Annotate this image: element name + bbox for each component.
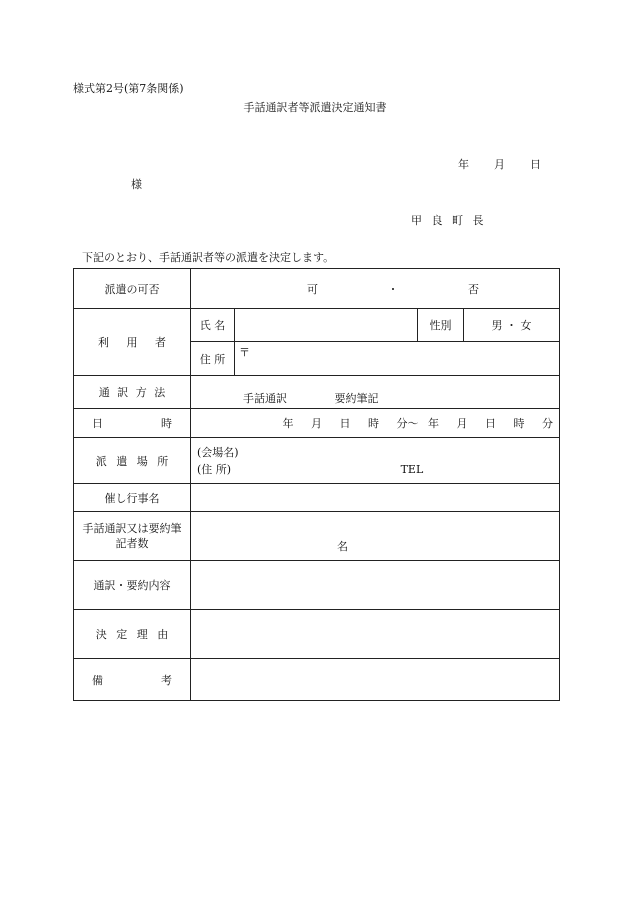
- method-sign-language[interactable]: 手話通訳: [243, 392, 287, 405]
- address-field[interactable]: [235, 342, 560, 376]
- place-row: [74, 438, 560, 484]
- count-field[interactable]: [191, 512, 560, 561]
- event-row: [74, 484, 560, 512]
- event-label: 催し行事名: [74, 484, 191, 512]
- decision-form-table: [73, 268, 560, 701]
- place-tel: TEL: [400, 462, 424, 476]
- approval-row: [74, 269, 560, 309]
- intro-text: 下記のとおり、手話通訳者等の派遣を決定します。: [82, 251, 335, 264]
- document-title: 手話通訳者等派遣決定通知書: [243, 101, 387, 114]
- reason-field[interactable]: [191, 610, 560, 659]
- postal-mark-icon: 〒: [239, 346, 250, 359]
- date-day-label: 日: [530, 158, 541, 171]
- approval-no[interactable]: 否: [468, 282, 479, 296]
- place-venue: (会場名): [197, 445, 239, 459]
- remarks-label-first: 備: [92, 673, 103, 687]
- user-label: 利 用 者: [74, 309, 191, 376]
- content-field[interactable]: [191, 561, 560, 610]
- name-field[interactable]: [235, 309, 418, 342]
- form-number: 様式第2号(第7条関係): [73, 82, 184, 95]
- issuer-name: 甲 良 町 長: [411, 214, 484, 227]
- method-row: [74, 376, 560, 409]
- approval-yes[interactable]: 可: [307, 282, 318, 296]
- remarks-label-second: 考: [161, 673, 172, 687]
- method-summary-writing[interactable]: 要約筆記: [334, 392, 379, 405]
- datetime-start: 年 月 日 時 分〜: [282, 417, 419, 430]
- name-label: 氏 名: [191, 309, 235, 342]
- date-year-label: 年: [458, 158, 469, 171]
- count-row: [74, 512, 560, 561]
- method-label: 通 訳 方 法: [74, 376, 191, 409]
- content-label: 通訳・要約内容: [74, 561, 191, 610]
- datetime-label-time: 時: [161, 417, 172, 430]
- remarks-label: [74, 659, 191, 701]
- remarks-field[interactable]: [191, 659, 560, 701]
- datetime-field[interactable]: [191, 409, 560, 438]
- count-label: 手話通訳又は要約筆記者数: [74, 512, 191, 561]
- remarks-row: [74, 659, 560, 701]
- sex-label: 性別: [418, 309, 464, 342]
- datetime-row: [74, 409, 560, 438]
- datetime-label-day: 日: [92, 417, 103, 430]
- address-label: 住 所: [191, 342, 235, 376]
- datetime-end: 年 月 日 時 分: [428, 417, 553, 430]
- reason-label: 決 定 理 由: [74, 610, 191, 659]
- addressee-suffix: 様: [131, 178, 142, 191]
- user-name-row: [74, 309, 560, 342]
- place-label: 派 遣 場 所: [74, 438, 191, 484]
- sex-options[interactable]: 男 ・ 女: [464, 309, 560, 342]
- method-options[interactable]: [191, 376, 560, 409]
- date-month-label: 月: [494, 158, 505, 171]
- approval-options[interactable]: [191, 269, 560, 309]
- approval-label: 派遣の可否: [74, 269, 191, 309]
- event-field[interactable]: [191, 484, 560, 512]
- approval-separator: ・: [387, 282, 399, 296]
- count-unit: 名: [337, 540, 348, 553]
- place-field[interactable]: [191, 438, 560, 484]
- reason-row: [74, 610, 560, 659]
- content-row: [74, 561, 560, 610]
- datetime-label: [74, 409, 191, 438]
- place-address: (住 所): [197, 462, 232, 476]
